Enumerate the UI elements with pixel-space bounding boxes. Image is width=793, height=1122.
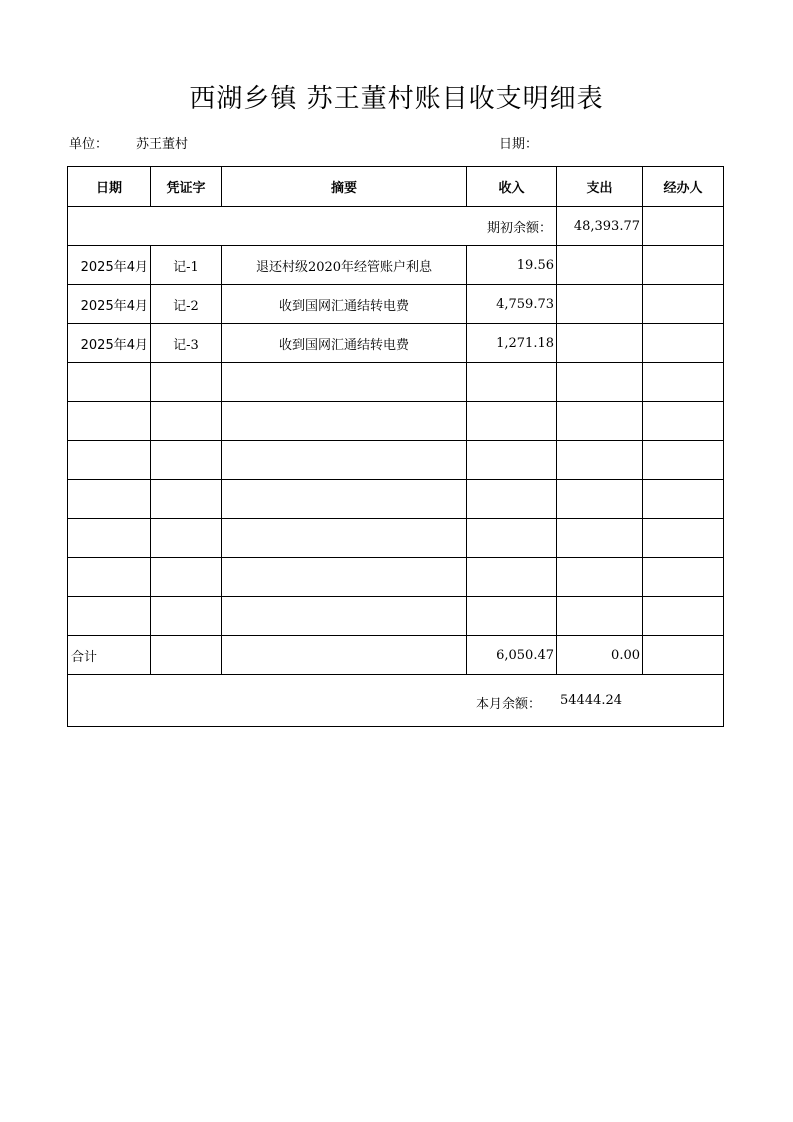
row-income: 4,759.73 xyxy=(467,285,557,324)
header-row xyxy=(68,167,724,207)
table-row xyxy=(68,324,724,363)
empty-row xyxy=(68,558,724,597)
table-row xyxy=(68,246,724,285)
ledger-table xyxy=(67,166,724,727)
header-summary: 摘要 xyxy=(222,167,467,207)
header-income: 收入 xyxy=(467,167,557,207)
date-label: 日期： xyxy=(499,137,539,152)
total-label: 合计 xyxy=(68,636,151,675)
row-voucher: 记-3 xyxy=(151,324,222,363)
header-voucher: 凭证字 xyxy=(151,167,222,207)
row-income: 1,271.18 xyxy=(467,324,557,363)
row-handler xyxy=(643,324,724,363)
row-summary: 收到国网汇通结转电费 xyxy=(222,285,467,324)
empty-row xyxy=(68,402,724,441)
opening-balance-label: 期初余额： xyxy=(68,207,557,246)
closing-balance-label: 本月余额： xyxy=(476,697,542,712)
row-expense xyxy=(557,285,643,324)
opening-balance-handler xyxy=(643,207,724,246)
row-summary: 收到国网汇通结转电费 xyxy=(222,324,467,363)
row-expense xyxy=(557,246,643,285)
row-date: 2025年4月 xyxy=(68,285,151,324)
row-voucher: 记-2 xyxy=(151,285,222,324)
empty-row xyxy=(68,363,724,402)
unit-value: 苏王董村 xyxy=(136,137,189,152)
row-date: 2025年4月 xyxy=(68,324,151,363)
empty-row xyxy=(68,597,724,636)
total-row xyxy=(68,636,724,675)
row-handler xyxy=(643,246,724,285)
row-voucher: 记-1 xyxy=(151,246,222,285)
empty-row xyxy=(68,441,724,480)
unit-label: 单位： xyxy=(69,137,109,152)
closing-balance-value: 54444.24 xyxy=(560,693,623,708)
row-summary: 退还村级2020年经管账户利息 xyxy=(222,246,467,285)
total-expense: 0.00 xyxy=(557,636,643,675)
opening-balance-row xyxy=(68,207,724,246)
header-expense: 支出 xyxy=(557,167,643,207)
row-expense xyxy=(557,324,643,363)
header-handler: 经办人 xyxy=(643,167,724,207)
page-title: 西湖乡镇 苏王董村账目收支明细表 xyxy=(189,84,604,114)
closing-balance-row xyxy=(68,675,724,727)
header-date: 日期 xyxy=(68,167,151,207)
total-income: 6,050.47 xyxy=(467,636,557,675)
empty-row xyxy=(68,480,724,519)
row-handler xyxy=(643,285,724,324)
empty-row xyxy=(68,519,724,558)
table-row xyxy=(68,285,724,324)
opening-balance-value: 48,393.77 xyxy=(557,207,643,246)
row-income: 19.56 xyxy=(467,246,557,285)
row-date: 2025年4月 xyxy=(68,246,151,285)
